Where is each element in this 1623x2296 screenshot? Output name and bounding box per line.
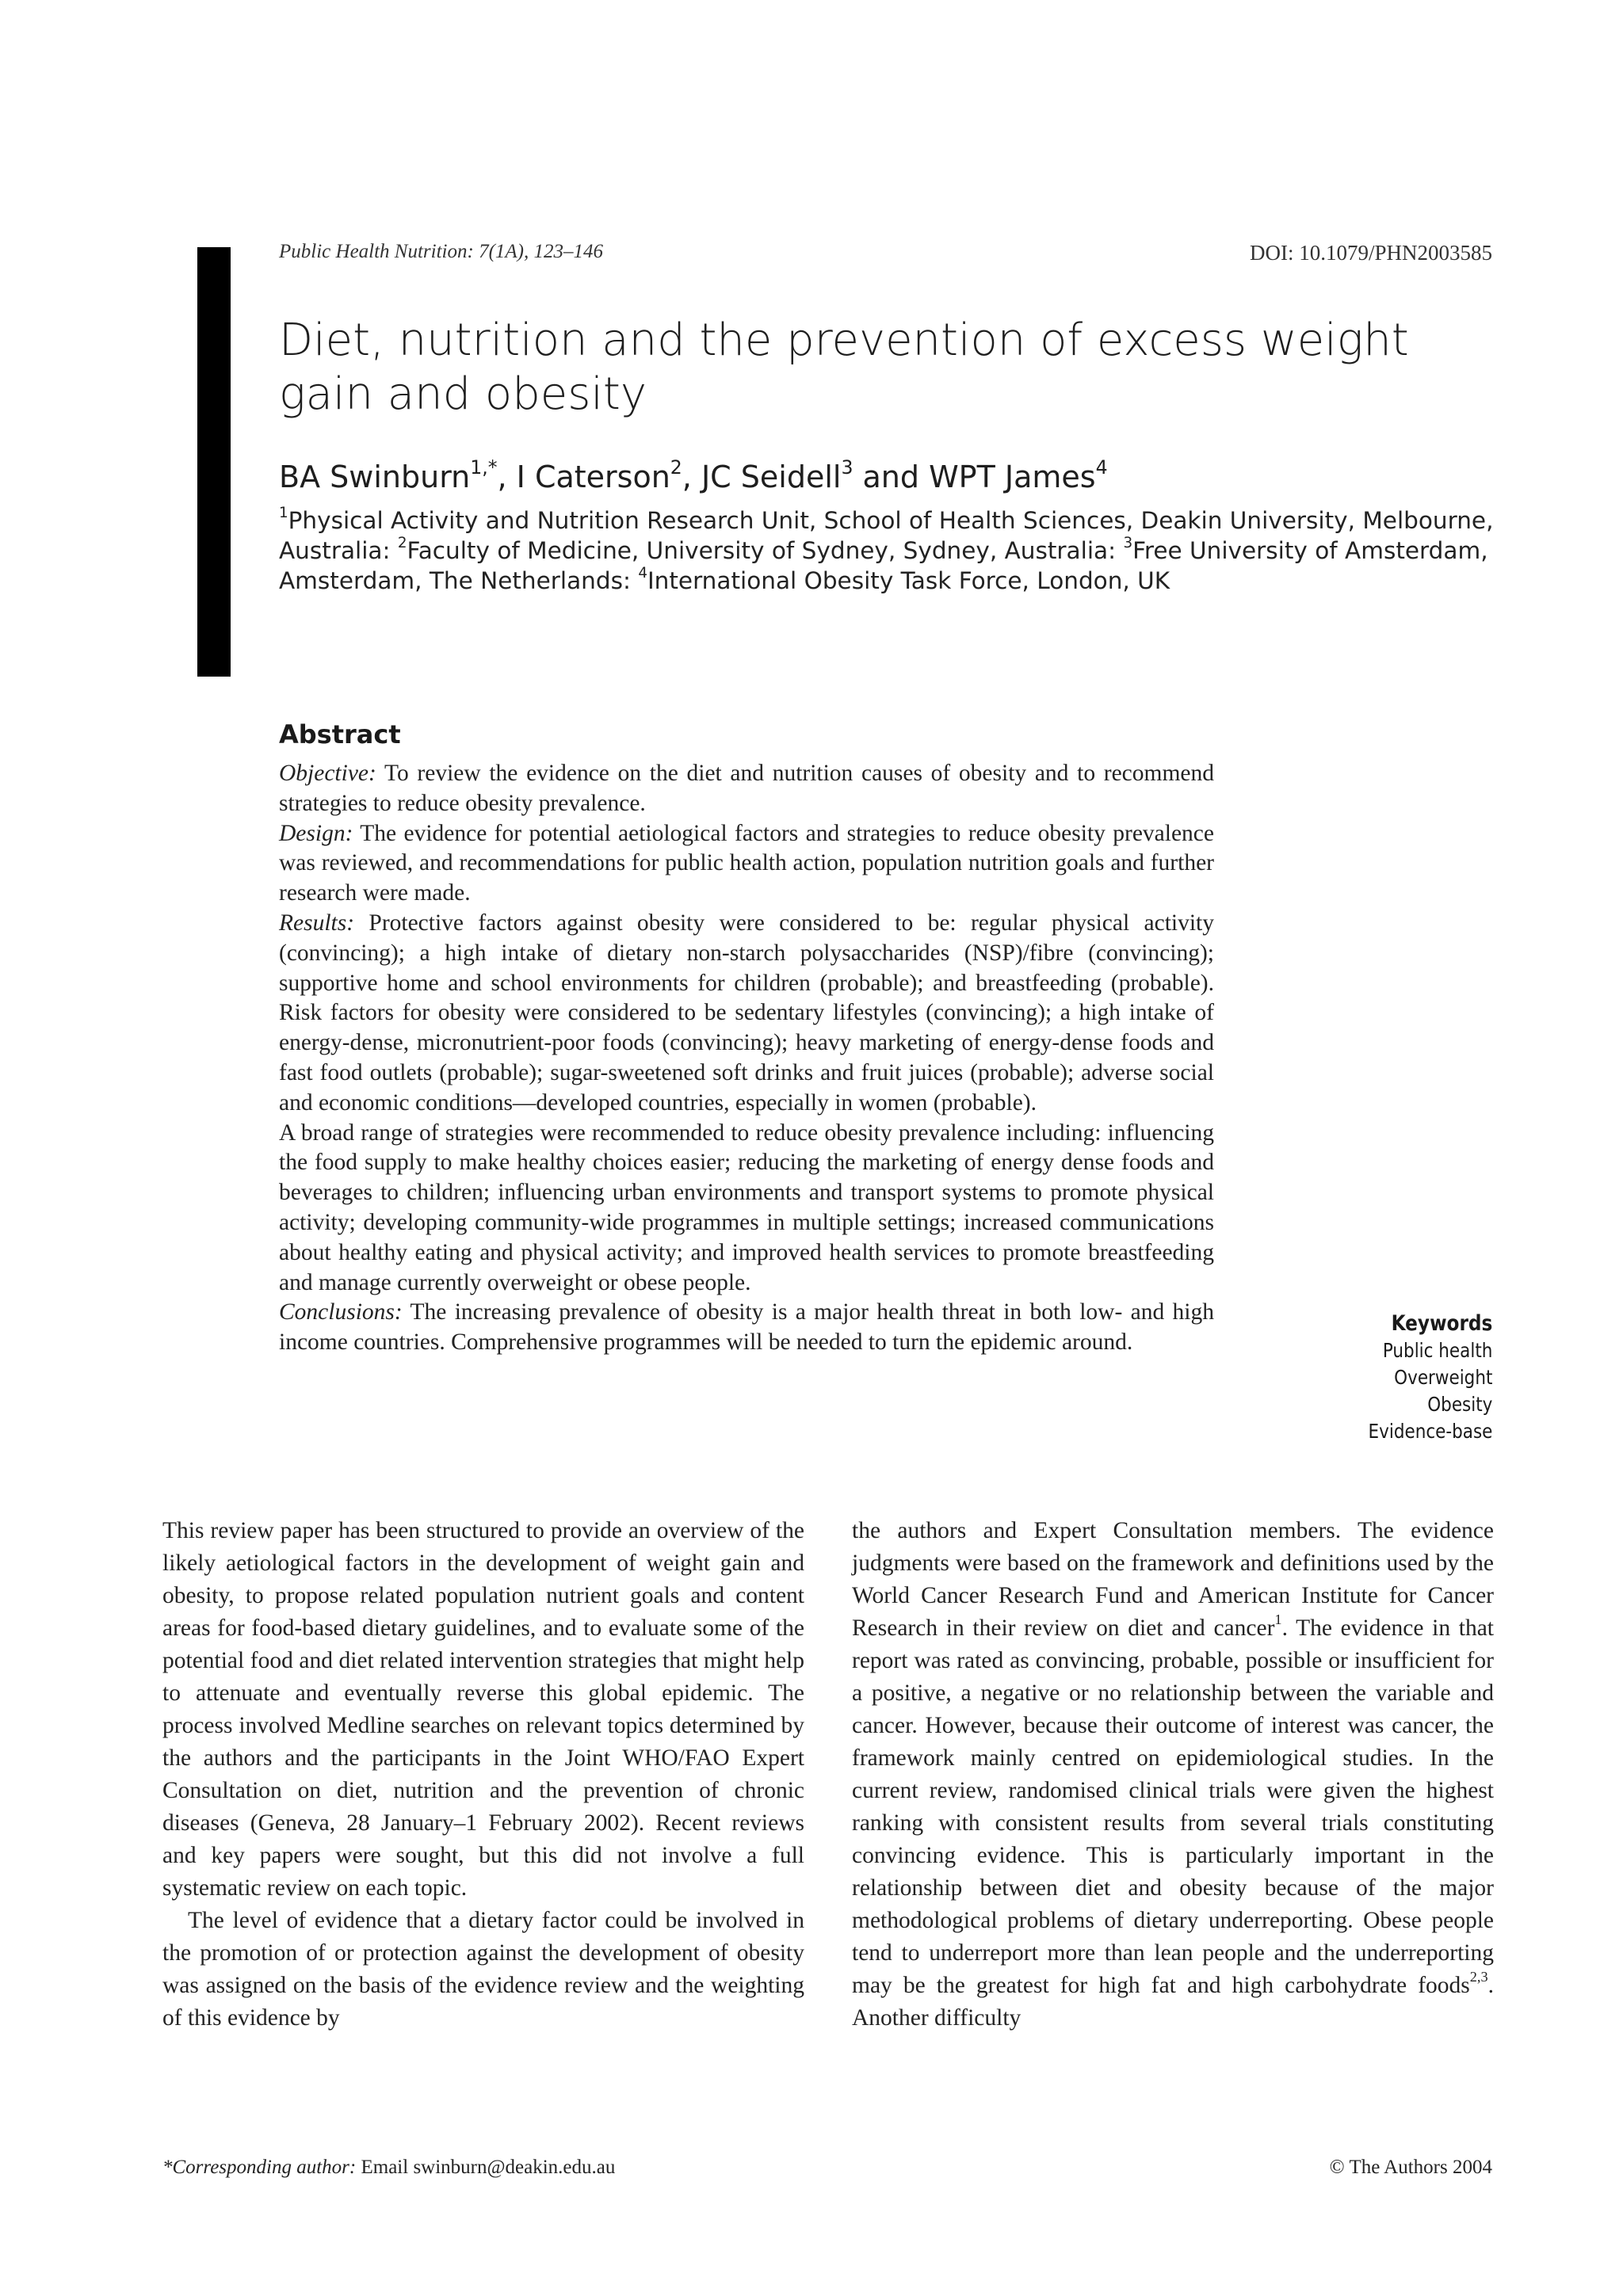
author-name: BA Swinburn <box>279 460 471 494</box>
copyright: © The Authors 2004 <box>1329 2157 1492 2178</box>
body-text: . The evidence in that report was rated as convincing, probable, possible or insufficient for a positive, a negative or no relationship between the variable and cancer. However, because their outcome of interest was cancer, the framework mainly centred on epidemiological studies. In the current review, randomised clinical trials were given the highest ranking with consistent results from several trials constituting convincing evidence. This is particularly important in the relationship between diet and obesity because of the major methodological problems of dietary underreporting. Obese people tend to underreport more than lean people and the underreporting may be the greatest for high fat and high carbohydrate foods <box>852 1615 1494 1998</box>
body-column-right <box>852 1515 1494 2035</box>
article-title: Diet, nutrition and the prevention of excess weight gain and obesity <box>279 315 1409 420</box>
author-separator: , <box>682 460 701 494</box>
author-name: I Caterson <box>516 460 670 494</box>
abstract-objective <box>279 759 1214 819</box>
objective-text: To review the evidence on the diet and nutrition causes of obesity and to recommend strategies to reduce obesity prevalence. <box>279 761 1214 816</box>
conclusions-label: Conclusions: <box>279 1299 403 1325</box>
keyword-item: Obesity <box>1426 1393 1492 1416</box>
footnote-label: *Corresponding author: <box>162 2157 357 2178</box>
author-name: WPT James <box>929 460 1096 494</box>
author-separator: , <box>497 460 517 494</box>
body-paragraph: The level of evidence that a dietary factor could be involved in the promotion of or protection against the development of obesity was assigned on the basis of the evidence review and the weighting of this evidence by <box>162 1908 804 2031</box>
author-sup: 1,* <box>470 456 498 479</box>
abstract-results <box>279 909 1214 1119</box>
abstract-heading: Abstract <box>279 719 401 749</box>
objective-label: Objective: <box>279 761 376 786</box>
abstract-strategies: A broad range of strategies were recommended to reduce obesity prevalence including: influencing the food supply to make healthy choices easier; reducing the marketing of energy dense foods and beverages to children; influencing urban environments and transport systems to promote physical activity; developing community-wide programmes in multiple settings; increased communications about healthy eating and physical activity; and improved health services to promote breastfeeding and manage currently overweight or obese people. <box>279 1119 1214 1295</box>
body-paragraph <box>852 1515 1494 2035</box>
author-sup: 3 <box>841 456 854 479</box>
keywords-box <box>1368 1310 1492 1445</box>
conclusions-text: The increasing prevalence of obesity is a major health threat in both low- and high income countries. Comprehensive programmes will be needed to turn the epidemic around. <box>279 1299 1214 1356</box>
author-separator: and <box>853 460 930 494</box>
author-list <box>279 458 1108 496</box>
author-name: JC Seidell <box>701 460 842 494</box>
affiliation-text: Physical Activity and Nutrition Research Unit, School of Health Sciences, Deakin University, Melbourne, Australia: <box>279 507 1494 564</box>
affiliation-sup: 4 <box>638 565 647 582</box>
keyword-item: Public health <box>1382 1339 1492 1362</box>
author-sup: 4 <box>1095 456 1108 479</box>
affiliation-text: Free University of Amsterdam, Amsterdam, The Netherlands: <box>279 537 1488 594</box>
doi: DOI: 10.1079/PHN2003585 <box>1249 241 1492 265</box>
affiliation-sup: 1 <box>279 505 288 522</box>
abstract-body <box>279 759 1214 1358</box>
body-text: the authors and Expert Consultation members. The evidence judgments were based on the framework and definitions used by the World Cancer Research Fund and American Institute for Cancer Research in their review on diet and cancer <box>852 1518 1494 1641</box>
keyword-item: Overweight <box>1393 1366 1492 1389</box>
body-paragraph: This review paper has been structured to provide an overview of the likely aetiological factors in the development of weight gain and obesity, to propose related population nutrient goals and content areas for food-based dietary guidelines, and to evaluate some of the potential food and diet related intervention strategies that might help to attenuate and eventually reverse this global epidemic. The process involved Medline searches on relevant topics determined by the authors and the participants in the Joint WHO/FAO Expert Consultation on diet, nutrition and the prevention of chronic diseases (Geneva, 28 January–1 February 2002). Recent reviews and key papers were sought, but this did not involve a full systematic review on each topic. <box>162 1518 804 1901</box>
results-label: Results: <box>279 910 355 936</box>
side-bar <box>197 247 231 677</box>
body-text: . Another difficulty <box>852 1973 1494 2031</box>
design-label: Design: <box>279 820 353 846</box>
affiliations <box>279 505 1515 596</box>
affiliation-sup: 3 <box>1123 535 1133 552</box>
citation-sup: 2,3 <box>1469 1969 1488 1985</box>
author-sup: 2 <box>670 456 682 479</box>
keywords-heading: Keywords <box>1391 1311 1492 1336</box>
affiliation-text: Faculty of Medicine, University of Sydney, Sydney, Australia: <box>407 537 1117 564</box>
results-text: Protective factors against obesity were considered to be: regular physical activity (convincing); a high intake of dietary non-starch polysaccharides (NSP)/fibre (convincing); supportive home and school environments for children (probable); and breastfeeding (probable). Risk factors for obesity were considered to be sedentary lifestyles (convincing); a high intake of energy-dense, micronutrient-poor foods (convincing); heavy marketing of energy-dense foods and fast food outlets (probable); sugar-sweetened soft drinks and fruit juices (probable); adverse social and economic conditions—developed countries, especially in women (probable). <box>279 910 1214 1116</box>
footnote-text: Email swinburn@deakin.edu.au <box>356 2157 616 2178</box>
corresponding-author-footnote <box>162 2157 615 2179</box>
design-text: The evidence for potential aetiological factors and strategies to reduce obesity prevalence was reviewed, and recommendations for public health action, population nutrition goals and further research were made. <box>279 820 1214 906</box>
journal-reference: Public Health Nutrition: 7(1A), 123–146 <box>279 241 603 262</box>
affiliation-sup: 2 <box>397 535 407 552</box>
abstract-conclusions <box>279 1298 1214 1358</box>
affiliation-text: International Obesity Task Force, London, UK <box>647 567 1170 594</box>
abstract-design <box>279 819 1214 909</box>
citation-sup: 1 <box>1274 1611 1282 1628</box>
body-column-left <box>162 1515 804 2035</box>
keyword-item: Evidence-base <box>1368 1420 1492 1443</box>
